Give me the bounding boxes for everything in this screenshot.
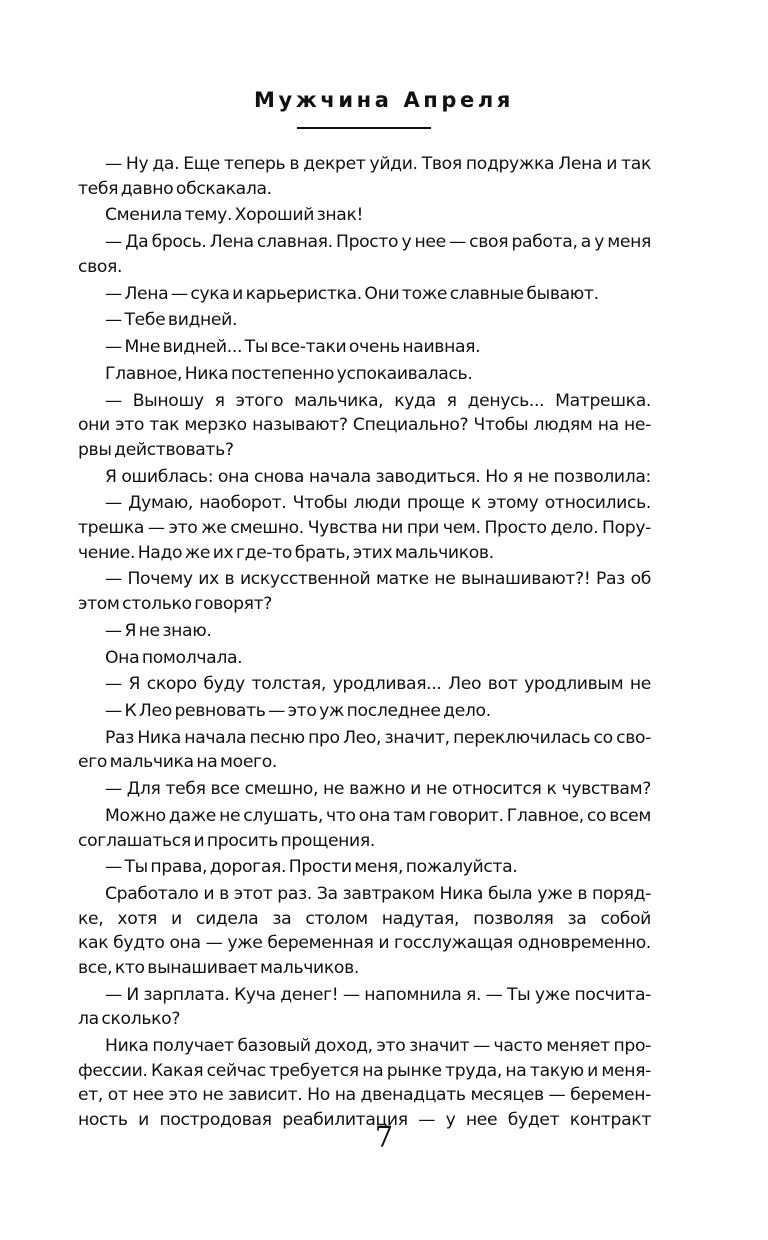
text-line: чение. Надо же их где-то брать, этих мальчиков. — [78, 542, 494, 563]
text-line: ность и постродовая реабилитация — у нее будет контракт — [78, 1109, 651, 1130]
text-line: как будто она — уже беременная и госслужащая одновременно. — [78, 933, 651, 954]
text-line: своя. — [78, 256, 123, 277]
text-line: они это так мерзко называют? Специально? Чтобы людям на не- — [78, 415, 651, 436]
text-line: ет, от нее это не зависит. Но на двенадцать месяцев — беремен- — [78, 1085, 651, 1106]
text-line: все, кто вынашивает мальчиков. — [78, 957, 359, 978]
text-line: Ника получает базовый доход, это значит — часто меняет про- — [105, 1036, 651, 1057]
text-line: — Лена — сука и карьеристка. Они тоже славные бывают. — [105, 283, 599, 304]
text-line: — Я скоро буду толстая, уродливая... Лео вот уродливым не — [105, 674, 651, 695]
text-line: — Тебе видней. — [105, 310, 238, 331]
text-line: — Выношу я этого мальчика, куда я денусь... Матрешка. — [105, 390, 651, 411]
title-underline — [297, 127, 431, 129]
text-line: Сменила тему. Хороший знак! — [105, 205, 364, 226]
text-line: его мальчика на моего. — [78, 752, 277, 773]
text-line: — Я не знаю. — [105, 620, 212, 641]
text-line: — К Лео ревновать — это уж последнее дело. — [105, 701, 491, 722]
text-line: Сработало и в этот раз. За завтраком Ника была уже в поряд- — [105, 884, 651, 905]
running-title: Мужчина Апреля — [254, 88, 514, 112]
text-line: тебя давно обскакала. — [78, 178, 272, 199]
text-line: — Ты права, дорогая. Прости меня, пожалуйста. — [105, 857, 518, 878]
text-line: рвы действовать? — [78, 439, 234, 460]
text-line: Она помолчала. — [105, 647, 243, 668]
text-line: фессии. Какая сейчас требуется на рынке труда, на такую и меня- — [78, 1060, 651, 1081]
body-text — [78, 152, 651, 1133]
text-line: — Думаю, наоборот. Чтобы люди проще к этому относились. — [105, 493, 651, 514]
page-number: 7 — [374, 1120, 394, 1154]
text-line: соглашаться и просить прощения. — [78, 830, 375, 851]
text-line: — Ну да. Еще теперь в декрет уйди. Твоя подружка Лена и так — [105, 154, 651, 174]
text-line: — Почему их в искусственной матке не вынашивают?! Раз об — [105, 569, 651, 590]
text-line: Главное, Ника постепенно успокаивалась. — [105, 363, 473, 384]
text-line: трешка — это же смешно. Чувства ни при чем. Просто дело. Пору- — [78, 518, 651, 538]
text-line: Я ошиблась: она снова начала заводиться. Но я не позволила: — [105, 466, 651, 487]
text-line: — И зарплата. Куча денег! — напомнила я. — Ты уже посчита- — [105, 984, 651, 1005]
text-line: этом столько говорят? — [78, 593, 273, 614]
text-line: — Да брось. Лена славная. Просто у нее — своя работа, а у меня — [105, 232, 651, 253]
text-line: ке, хотя и сидела за столом надутая, позволяя за собой — [78, 908, 651, 929]
text-line: — Для тебя все смешно, не важно и не относится к чувствам? — [105, 779, 651, 800]
text-line: — Мне видней... Ты все-таки очень наивная. — [105, 337, 481, 358]
text-line: Раз Ника начала песню про Лео, значит, переключилась со сво- — [105, 727, 651, 748]
text-line: Можно даже не слушать, что она там говорит. Главное, со всем — [105, 806, 651, 827]
text-line: ла сколько? — [78, 1009, 181, 1030]
